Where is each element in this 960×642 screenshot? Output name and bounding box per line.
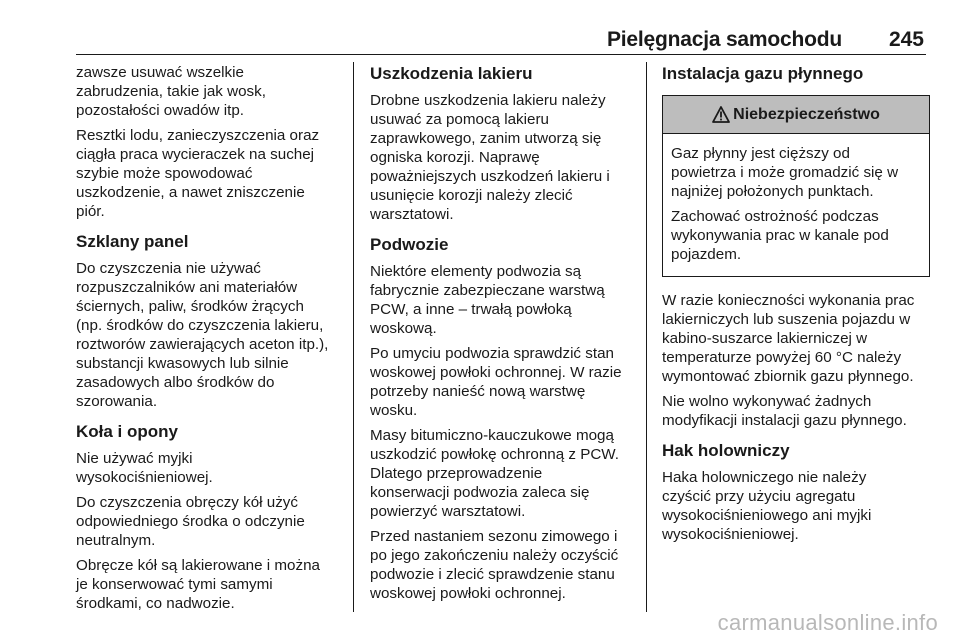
section-heading-wheels-tyres: Koła i opony <box>76 422 178 441</box>
paragraph: Po umyciu podwozia sprawdzić stan woskowej powłoki ochronnej. W razie potrzeby nanieść nową warstwę wosku. <box>370 345 622 419</box>
chapter-title: Pielęgnacja samochodu <box>606 28 842 51</box>
section-heading-underbody: Podwozie <box>370 235 449 254</box>
paragraph: zawsze usuwać wszelkie zabrudzenia, takie jak wosk, pozostałości owadów itp. <box>76 64 266 119</box>
column-1 <box>76 63 346 619</box>
paragraph: W razie konieczności wykonania prac lakierniczych lub suszenia pojazdu w kabino-suszarce lakierniczej w temperaturze powyżej 60 °C należy wymontować zbiornik gazu płynnego. <box>662 292 915 385</box>
warning-body <box>663 134 929 276</box>
page-number: 245 <box>888 28 924 51</box>
paragraph: Niektóre elementy podwozia są fabrycznie zabezpieczane warstwą PCW, a inne – trwałą powłoką woskową. <box>370 263 605 337</box>
paragraph: Drobne uszkodzenia lakieru należy usuwać za pomocą lakieru zaprawkowego, zanim utworzą się ogniska korozji. Naprawę poważniejszych uszkodzeń lakieru i usunięcie korozji należy zlecić warsztatowi. <box>370 92 610 223</box>
paragraph: Nie wolno wykonywać żadnych modyfikacji instalacji gazu płynnego. <box>662 393 907 429</box>
column-3 <box>662 63 930 550</box>
section-heading-lpg-system: Instalacja gazu płynnego <box>662 64 864 83</box>
paragraph: Do czyszczenia obręczy kół użyć odpowiedniego środka o odczynie neutralnym. <box>76 494 305 549</box>
section-heading-paint-damage: Uszkodzenia lakieru <box>370 64 533 83</box>
warning-paragraph: Zachować ostrożność podczas wykonywania prac w kanale pod pojazdem. <box>671 208 889 263</box>
page-header <box>0 0 960 60</box>
warning-box <box>662 95 930 277</box>
column-2 <box>370 63 640 609</box>
paragraph: Masy bitumiczno-kauczukowe mogą uszkodzić powłokę ochronną z PCW. Dlatego przeprowadzenie konserwacji podwozia zaleca się powierzyć warsztatowi. <box>370 427 620 520</box>
warning-title: Niebezpieczeństwo <box>733 106 880 123</box>
paragraph: Do czyszczenia nie używać rozpuszczalników ani materiałów ściernych, paliw, środków żrących (np. środków do czyszczenia lakieru, roztworów zawierających aceton itp.), substancji kwasowych lub silnie zasadowych albo środków do szorowania. <box>76 260 329 410</box>
warning-triangle-icon <box>712 106 730 123</box>
paragraph: Obręcze kół są lakierowane i można je konserwować tymi samymi środkami, co nadwozie. <box>76 557 320 612</box>
watermark: carmanualsonline.info <box>717 610 938 635</box>
section-heading-glass-panel: Szklany panel <box>76 232 189 251</box>
paragraph: Przed nastaniem sezonu zimowego i po jego zakończeniu należy oczyścić podwozie i zlecić sprawdzenie stanu woskowej powłoki ochronnej. <box>370 528 619 602</box>
paragraph: Resztki lodu, zanieczyszczenia oraz ciągła praca wycieraczek na suchej szybie może spowodować uszkodzenie, a nawet zniszczenie piór. <box>76 127 320 220</box>
column-divider-1 <box>353 62 354 612</box>
paragraph: Haka holowniczego nie należy czyścić przy użyciu agregatu wysokociśnieniowego ani myjki wysokociśnieniowej. <box>662 469 872 543</box>
paragraph: Nie używać myjki wysokociśnieniowej. <box>76 450 213 486</box>
header-divider <box>76 54 926 55</box>
warning-header <box>663 96 929 134</box>
column-divider-2 <box>646 62 647 612</box>
section-heading-tow-hitch: Hak holowniczy <box>662 441 790 460</box>
warning-paragraph: Gaz płynny jest cięższy od powietrza i może gromadzić się w najniżej położonych punktach. <box>671 145 899 200</box>
